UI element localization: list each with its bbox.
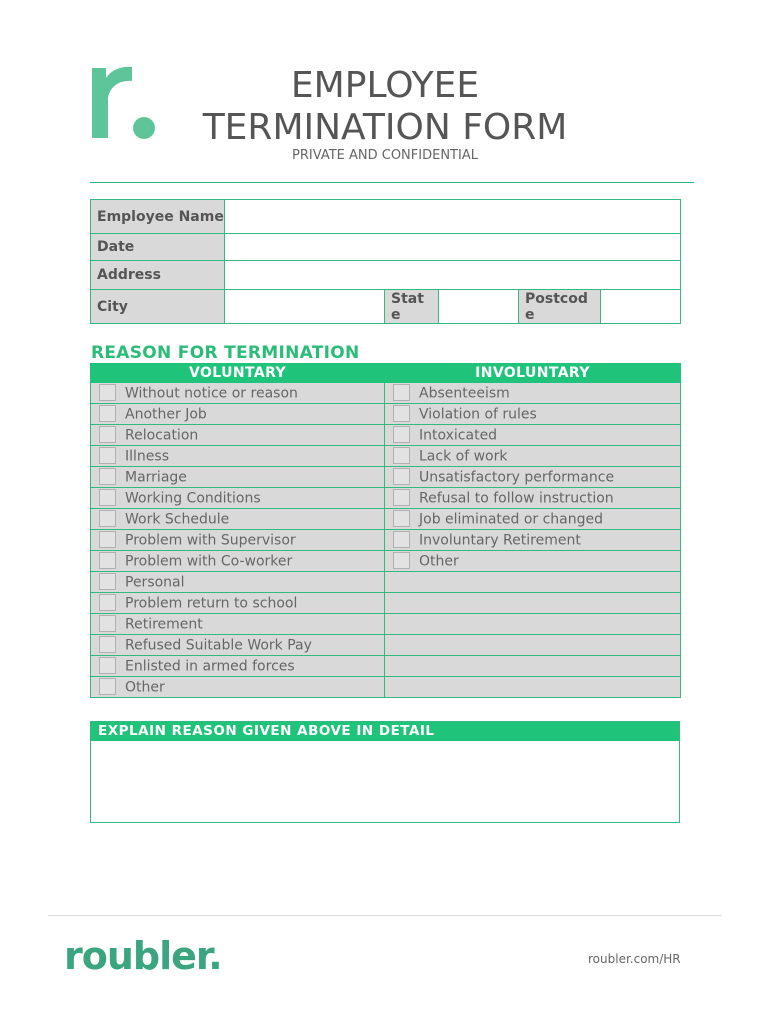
voluntary-option-illness[interactable] [91,446,385,467]
involuntary-checkbox[interactable] [393,426,410,443]
voluntary-option-enlisted-in-armed-forces[interactable] [91,656,385,677]
voluntary-option-label: Other [125,679,165,695]
involuntary-empty-cell [385,572,681,593]
involuntary-option-refusal-to-follow-instruction[interactable] [385,488,681,509]
voluntary-checkbox[interactable] [99,552,116,569]
voluntary-option-other[interactable] [91,677,385,698]
voluntary-checkbox[interactable] [99,384,116,401]
reason-row [91,614,681,635]
footer-divider [48,915,722,916]
reason-row [91,530,681,551]
reason-row [91,509,681,530]
involuntary-empty-cell [385,614,681,635]
involuntary-checkbox[interactable] [393,405,410,422]
involuntary-option-involuntary-retirement[interactable] [385,530,681,551]
voluntary-option-label: Personal [125,574,185,590]
voluntary-option-label: Relocation [125,427,199,443]
roubler-r-logo-icon [88,64,160,144]
reason-row [91,488,681,509]
reason-row [91,446,681,467]
voluntary-option-label: Retirement [125,616,203,632]
voluntary-option-label: Problem with Supervisor [125,532,296,548]
reason-table [90,363,681,698]
explain-textarea[interactable] [91,741,679,821]
involuntary-checkbox[interactable] [393,468,410,485]
voluntary-option-working-conditions[interactable] [91,488,385,509]
footer-url: roubler.com/HR [588,952,681,966]
header-divider [90,182,694,183]
involuntary-option-label: Other [419,553,459,569]
involuntary-checkbox[interactable] [393,384,410,401]
voluntary-option-label: Working Conditions [125,490,261,506]
voluntary-checkbox[interactable] [99,615,116,632]
voluntary-option-label: Problem with Co-worker [125,553,293,569]
employee-info-table [90,199,681,324]
voluntary-checkbox[interactable] [99,531,116,548]
state-label: Stat e [385,290,439,324]
involuntary-option-label: Job eliminated or changed [419,511,604,527]
voluntary-checkbox[interactable] [99,489,116,506]
reason-row [91,425,681,446]
voluntary-option-label: Another Job [125,406,207,422]
voluntary-checkbox[interactable] [99,426,116,443]
explain-heading: EXPLAIN REASON GIVEN ABOVE IN DETAIL [91,722,679,741]
form-title-line2: TERMINATION FORM [202,107,568,148]
involuntary-checkbox[interactable] [393,531,410,548]
voluntary-option-refused-suitable-work-pay[interactable] [91,635,385,656]
voluntary-option-without-notice-or-reason[interactable] [91,383,385,404]
involuntary-checkbox[interactable] [393,447,410,464]
voluntary-option-problem-with-co-worker[interactable] [91,551,385,572]
voluntary-checkbox[interactable] [99,405,116,422]
voluntary-option-problem-return-to-school[interactable] [91,593,385,614]
involuntary-empty-cell [385,656,681,677]
voluntary-option-personal[interactable] [91,572,385,593]
voluntary-option-work-schedule[interactable] [91,509,385,530]
voluntary-checkbox[interactable] [99,468,116,485]
voluntary-checkbox[interactable] [99,573,116,590]
voluntary-header: VOLUNTARY [91,364,385,383]
reason-section-title: REASON FOR TERMINATION [91,343,360,363]
involuntary-option-label: Refusal to follow instruction [419,490,614,506]
involuntary-option-violation-of-rules[interactable] [385,404,681,425]
date-label: Date [91,234,225,261]
postcode-field[interactable] [601,290,681,324]
voluntary-option-label: Problem return to school [125,595,298,611]
voluntary-option-label: Work Schedule [125,511,230,527]
employee-name-label: Employee Name [91,200,225,234]
involuntary-option-label: Violation of rules [419,406,537,422]
reason-row [91,404,681,425]
voluntary-option-label: Illness [125,448,169,464]
voluntary-option-label: Enlisted in armed forces [125,658,295,674]
involuntary-option-intoxicated[interactable] [385,425,681,446]
city-label: City [91,290,225,324]
involuntary-option-label: Absenteeism [419,385,510,401]
involuntary-option-label: Unsatisfactory performance [419,469,615,485]
voluntary-option-label: Marriage [125,469,187,485]
form-title-line1: EMPLOYEE [290,65,480,106]
postcode-label: Postcod e [519,290,601,324]
involuntary-option-label: Lack of work [419,448,508,464]
involuntary-option-other[interactable] [385,551,681,572]
voluntary-checkbox[interactable] [99,447,116,464]
involuntary-option-job-eliminated-or-changed[interactable] [385,509,681,530]
involuntary-checkbox[interactable] [393,552,410,569]
involuntary-option-lack-of-work[interactable] [385,446,681,467]
voluntary-checkbox[interactable] [99,678,116,695]
reason-row [91,383,681,404]
voluntary-checkbox[interactable] [99,594,116,611]
involuntary-option-unsatisfactory-performance[interactable] [385,467,681,488]
explain-box [90,721,680,823]
address-label: Address [91,261,225,290]
voluntary-option-marriage[interactable] [91,467,385,488]
involuntary-empty-cell [385,635,681,656]
reason-row [91,551,681,572]
voluntary-option-retirement[interactable] [91,614,385,635]
voluntary-checkbox[interactable] [99,636,116,653]
voluntary-option-label: Refused Suitable Work Pay [125,637,312,653]
involuntary-empty-cell [385,593,681,614]
voluntary-option-relocation[interactable] [91,425,385,446]
city-field[interactable] [225,290,385,324]
involuntary-option-label: Involuntary Retirement [419,532,581,548]
reason-row [91,677,681,698]
involuntary-header: INVOLUNTARY [385,364,681,383]
form-subtitle: PRIVATE AND CONFIDENTIAL [292,148,478,163]
involuntary-option-label: Intoxicated [419,427,498,443]
involuntary-empty-cell [385,677,681,698]
voluntary-checkbox[interactable] [99,657,116,674]
involuntary-checkbox[interactable] [393,510,410,527]
reason-row [91,572,681,593]
reason-row [91,467,681,488]
voluntary-option-label: Without notice or reason [125,385,298,401]
voluntary-option-another-job[interactable] [91,404,385,425]
voluntary-checkbox[interactable] [99,510,116,527]
date-field[interactable] [225,234,681,261]
footer-brand-logo: roubler. [64,934,222,978]
involuntary-checkbox[interactable] [393,489,410,506]
reason-row [91,593,681,614]
employee-name-field[interactable] [225,200,681,234]
voluntary-option-problem-with-supervisor[interactable] [91,530,385,551]
reason-row [91,656,681,677]
involuntary-option-absenteeism[interactable] [385,383,681,404]
reason-row [91,635,681,656]
address-field[interactable] [225,261,681,290]
state-field[interactable] [439,290,519,324]
